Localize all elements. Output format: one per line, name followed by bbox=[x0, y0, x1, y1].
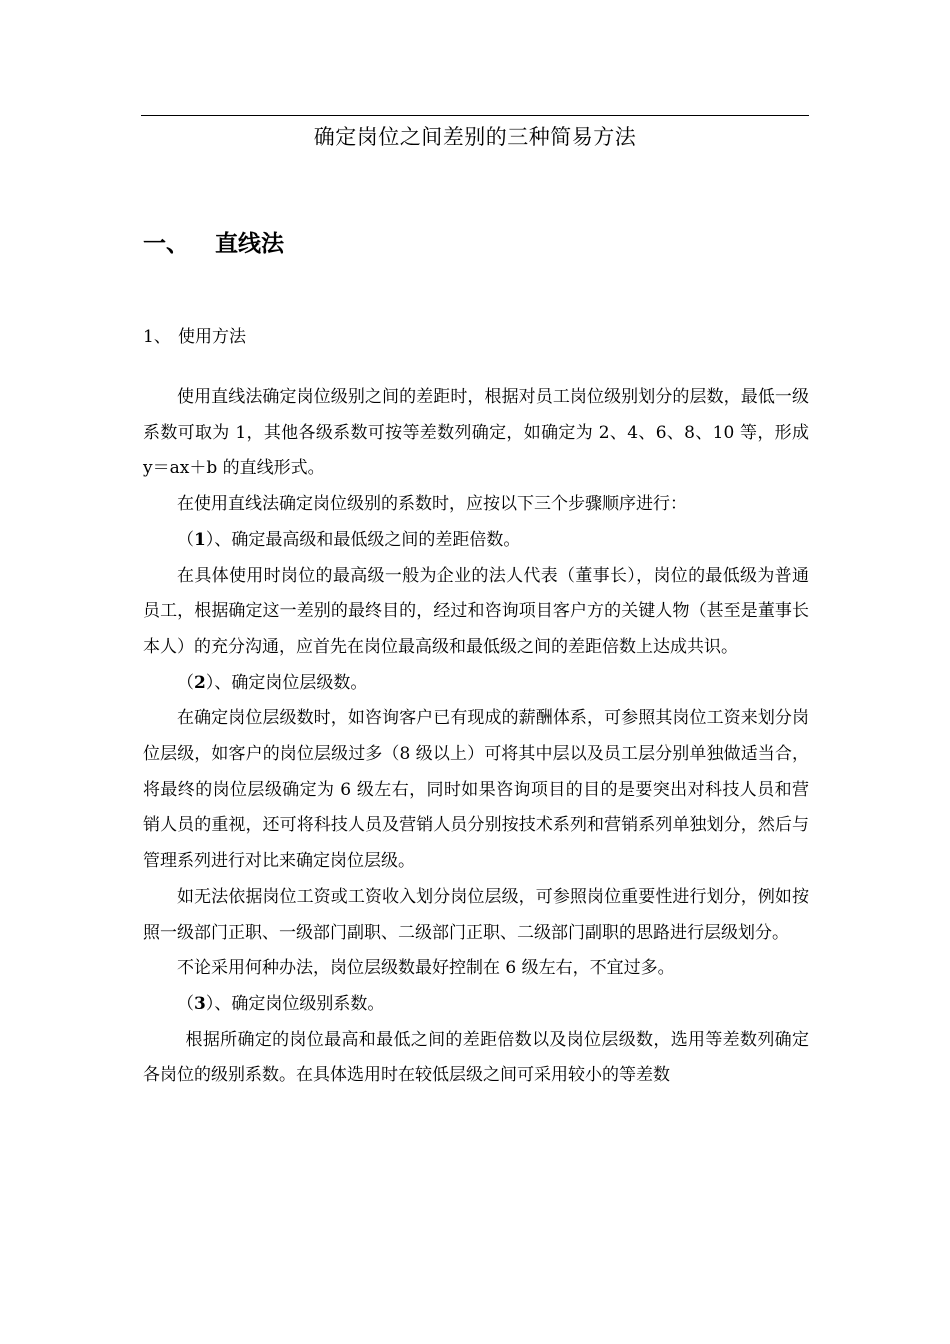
step-open: （ bbox=[177, 993, 194, 1014]
step-number: 3 bbox=[194, 993, 206, 1014]
step-label: ）、确定岗位层级数。 bbox=[205, 672, 368, 693]
step-label: ）、确定最高级和最低级之间的差距倍数。 bbox=[205, 529, 521, 550]
paragraph: 不论采用何种办法，岗位层级数最好控制在 6 级左右，不宜过多。 bbox=[177, 958, 675, 979]
subsection-title: 使用方法 bbox=[178, 327, 246, 347]
paragraph: 在使用直线法确定岗位级别的系数时，应按以下三个步骤顺序进行： bbox=[177, 494, 687, 515]
document-title: 确定岗位之间差别的三种简易方法 bbox=[313, 125, 637, 149]
subsection-heading bbox=[143, 323, 246, 351]
step-heading bbox=[143, 666, 809, 702]
subsection-number: 1、 bbox=[143, 327, 171, 347]
paragraph: 使用直线法确定岗位级别之间的差距时，根据对员工岗位级别划分的层数，最低一级系数可取为 1，其他各级系数可按等差数列确定，如确定为 2、4、6、8、10 等，形成 y＝ax＋b 的直线形式。 bbox=[143, 387, 809, 479]
paragraph: 根据所确定的岗位最高和最低之间的差距倍数以及岗位层级数，选用等差数列确定各岗位的级别系数。在具体选用时在较低层级之间可采用较小的等差数 bbox=[143, 1029, 809, 1086]
step-number: 2 bbox=[194, 672, 206, 693]
paragraph: 如无法依据岗位工资或工资收入划分岗位层级，可参照岗位重要性进行划分，例如按照一级部门正职、一级部门副职、二级部门正职、二级部门副职的思路进行层级划分。 bbox=[143, 886, 809, 943]
paragraph: 在确定岗位层级数时，如咨询客户已有现成的薪酬体系，可参照其岗位工资来划分岗位层级，如客户的岗位层级过多（8 级以上）可将其中层以及员工层分别单独做适当合，将最终的岗位层级确定为 6 级左右，同时如果咨询项目的目的是要突出对科技人员和营销人员的重视，还可将科技人员及营销人员分别按技术系列和营销系列单独划分，然后与管理系列进行对比来确定岗位层级。 bbox=[143, 708, 809, 872]
section-number: 一、 bbox=[143, 231, 189, 257]
document-body bbox=[143, 380, 809, 1094]
step-heading bbox=[143, 523, 809, 559]
step-open: （ bbox=[177, 529, 194, 550]
section-heading bbox=[143, 226, 284, 262]
header-rule bbox=[141, 115, 809, 116]
step-heading bbox=[143, 987, 809, 1023]
step-label: ）、确定岗位级别系数。 bbox=[205, 993, 385, 1014]
step-open: （ bbox=[177, 672, 194, 693]
step-number: 1 bbox=[194, 529, 206, 550]
paragraph: 在具体使用时岗位的最高级一般为企业的法人代表（董事长），岗位的最低级为普通员工，根据确定这一差别的最终目的，经过和咨询项目客户方的关键人物（甚至是董事长本人）的充分沟通，应首先在岗位最高级和最低级之间的差距倍数上达成共识。 bbox=[143, 565, 809, 657]
section-title: 直线法 bbox=[215, 231, 284, 257]
